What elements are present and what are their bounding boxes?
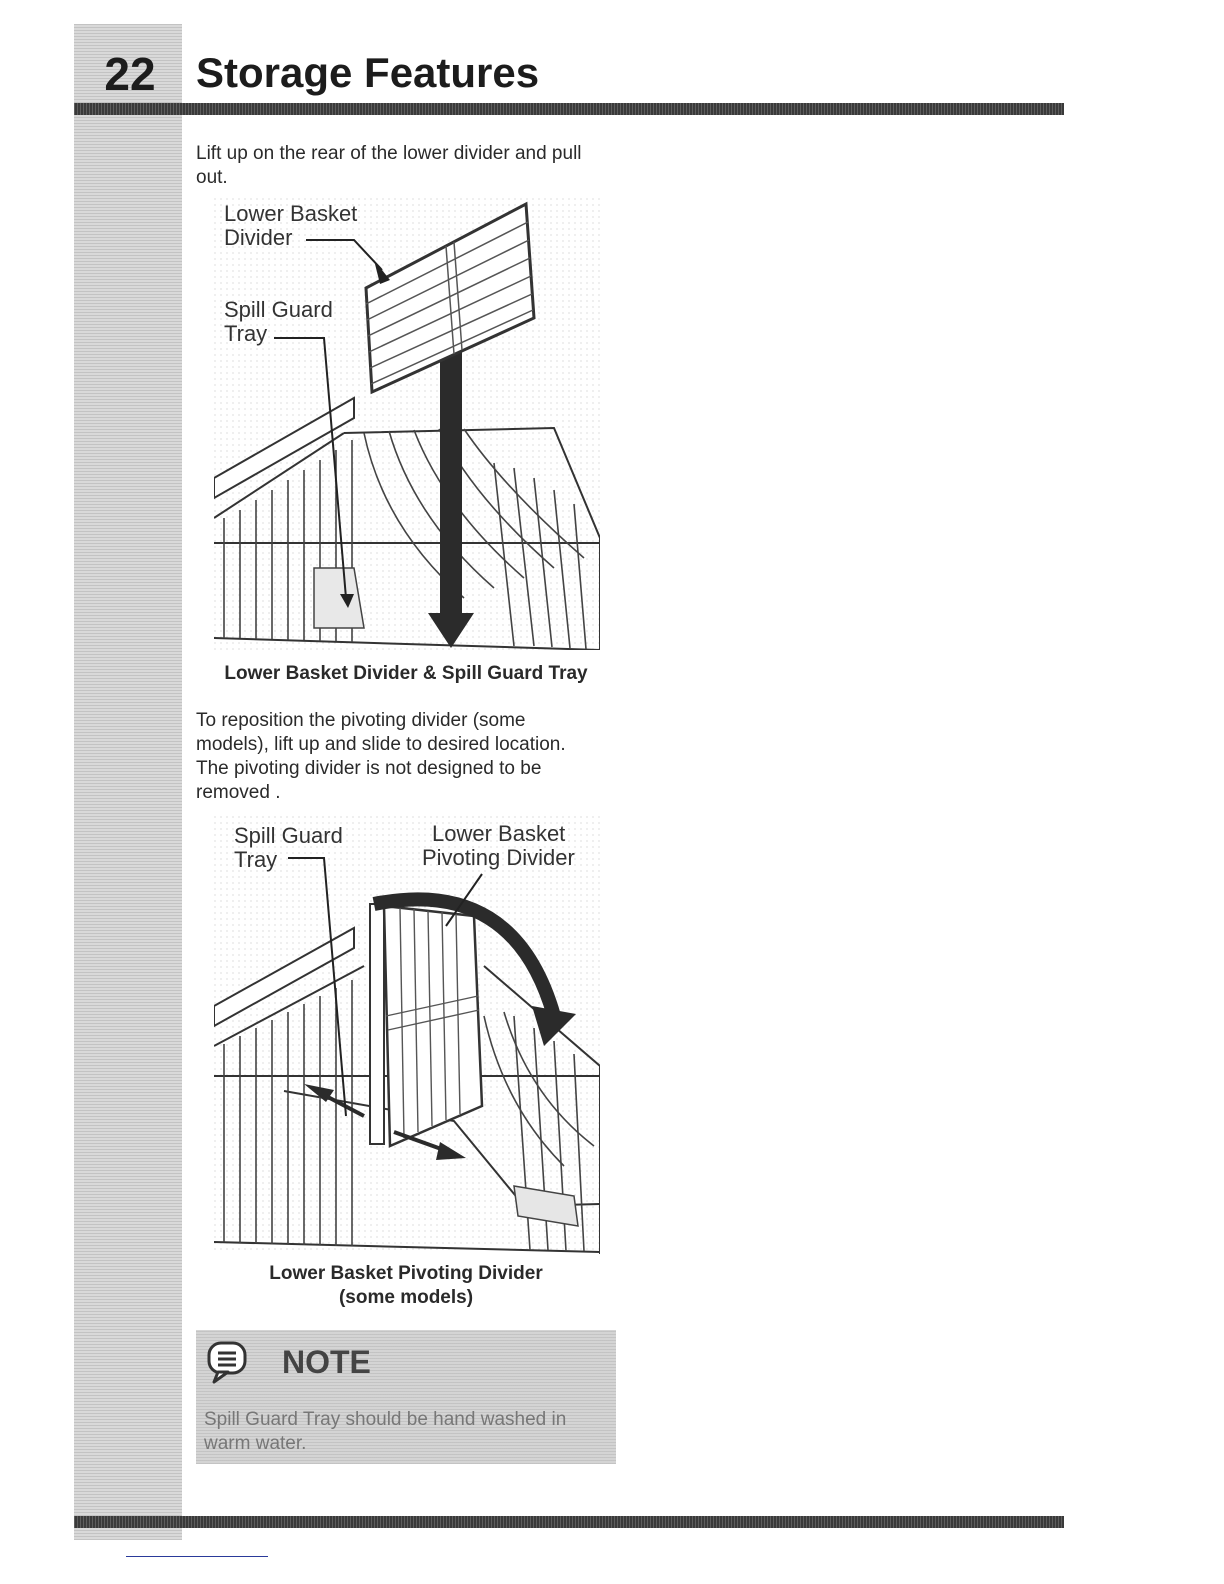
header-rule [74,103,1064,115]
label-spill-guard-tray-line1: Spill Guard [234,823,343,848]
down-arrow-shaft [440,348,462,618]
label-spill-guard-tray-line1: Spill Guard [224,297,333,322]
page-title: Storage Features [196,49,540,96]
label-spill-guard-tray-line2: Tray [234,847,278,872]
footer-link-underline [126,1556,268,1557]
caption-pivoting-divider-line2: (some models) [338,1287,474,1308]
note-icon [206,1340,252,1384]
note-title: NOTE [282,1344,371,1380]
instruction-remove-divider: Lift up on the rear of the lower divider and pull out. [196,143,582,188]
note-box [196,1330,616,1464]
caption-lower-basket-divider: Lower Basket Divider & Spill Guard Tray [224,663,588,684]
label-pivoting-divider-line2: Pivoting Divider [422,845,575,870]
page-number: 22 [104,48,156,100]
sidebar-band [74,24,182,1540]
caption-pivoting-divider-line1: Lower Basket Pivoting Divider [269,1263,543,1284]
label-spill-guard-tray-line2: Tray [224,321,268,346]
figure-lower-basket-divider [214,198,600,650]
label-lower-basket-divider-line1: Lower Basket [224,201,358,226]
note-text: Spill Guard Tray should be hand washed in warm water. [204,1409,567,1454]
instruction-reposition-divider: To reposition the pivoting divider (some models), lift up and slide to desired location. The pivoting divider is not designed to be removed . [196,710,566,803]
pivoting-divider-illustration [214,816,600,1254]
label-lower-basket-divider-line2: Divider [224,225,293,250]
basket-divider-illustration [214,198,600,650]
footer-rule [74,1516,1064,1528]
label-pivoting-divider-line1: Lower Basket [432,821,566,846]
figure-pivoting-divider [214,816,600,1254]
